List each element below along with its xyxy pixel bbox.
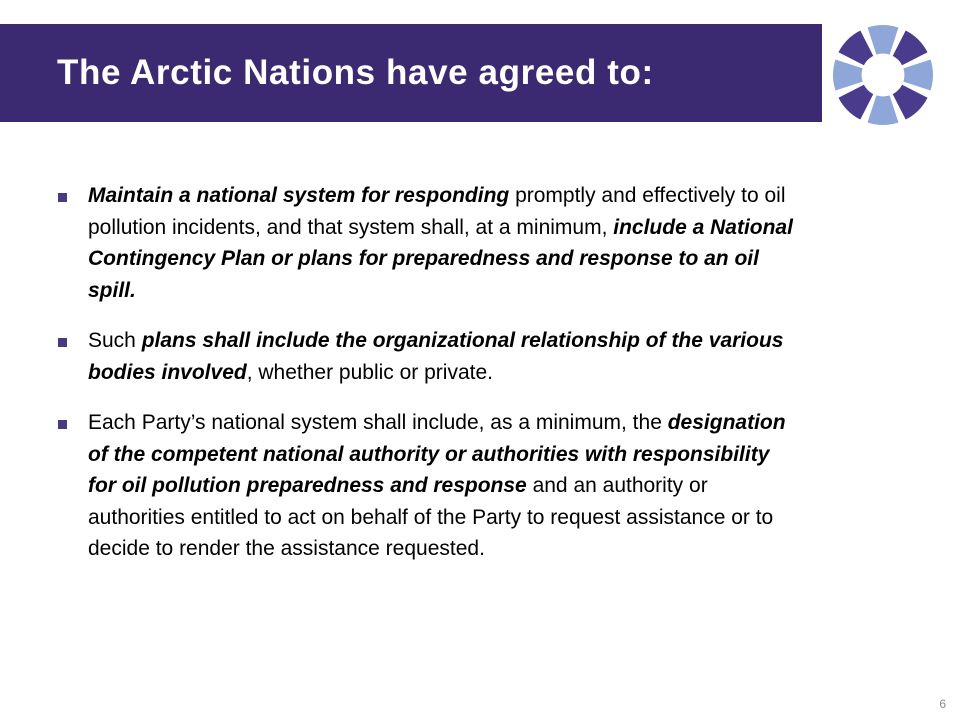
logo-segment [838,85,873,120]
logo-segment [868,95,899,125]
bullet-text-emphasis: include a National Contingency Plan or plans for preparedness and response to an oil spill. [88,215,793,302]
logo-segment [903,60,933,91]
logo-segment [838,30,873,65]
square-bullet-icon [58,338,67,347]
bullet-item [57,407,797,565]
logo-segment [893,85,928,120]
logo-segment [893,30,928,65]
square-bullet-icon [58,420,67,429]
bullet-text: and an authority or authorities entitled to act on behalf of the Party to request assistance or to decide to render the assistance requested. [88,474,774,560]
bullet-text: Each Party’s national system shall include, as a minimum, the [88,411,668,434]
logo-segment [833,60,863,91]
page-number: 6 [939,697,946,711]
bullet-text: Such [88,329,142,352]
bullet-list [57,180,797,584]
slide-title: The Arctic Nations have agreed to: [57,53,654,92]
bullet-text-emphasis: Maintain a national system for responding [88,184,510,207]
bullet-item [57,325,797,388]
bullet-text-emphasis: plans shall include the organizational relationship of the various bodies involved [88,329,784,384]
bullet-text: , whether public or private. [246,360,493,384]
logo-segment [868,25,899,55]
bullet-text: promptly and effectively to oil pollution incidents, and that system shall, at a minimum, [88,184,786,239]
square-bullet-icon [58,193,67,202]
bullet-item [57,180,797,306]
radial-segmented-circle-logo-icon [832,24,934,126]
bullet-text-emphasis: designation of the competent national authority or authorities with responsibility for oil pollution preparedness and response [88,411,786,497]
